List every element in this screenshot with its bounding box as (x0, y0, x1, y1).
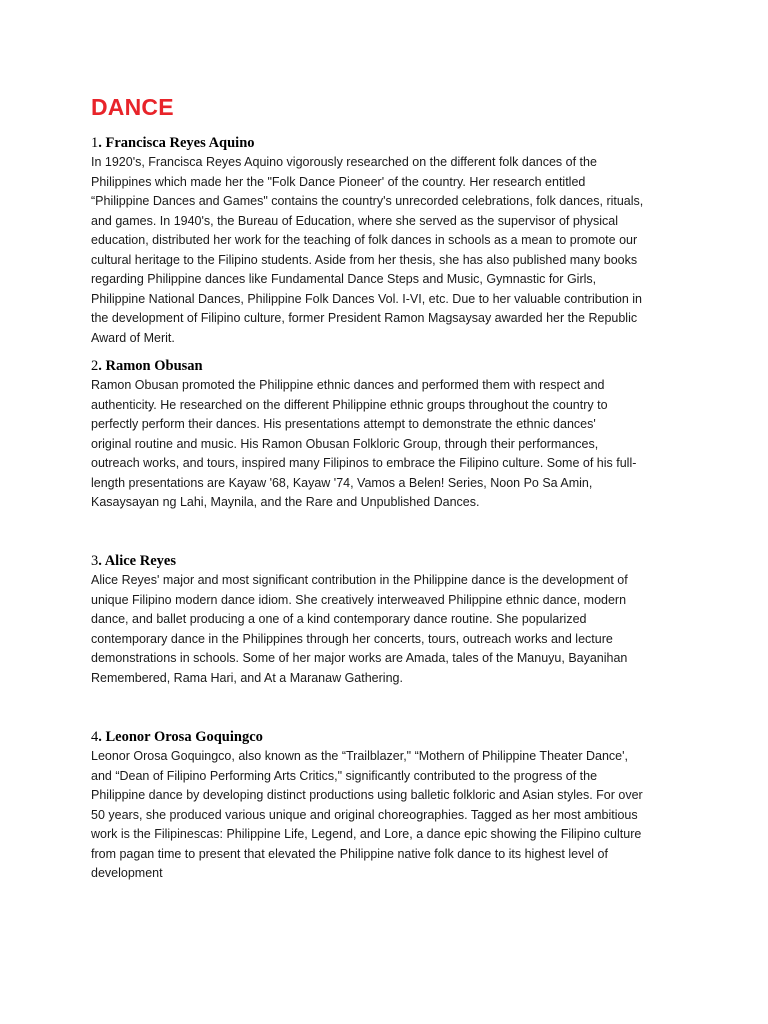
paragraph-line: regarding Philippine dances like Fundamental Dance Steps and Music, Gymnastic for Girls, (91, 272, 597, 286)
paragraph-line: development (91, 866, 163, 880)
paragraph-line: Remembered, Rama Hari, and At a Maranaw Gathering. (91, 670, 403, 685)
paragraph-line: and games. In 1940's, the Bureau of Education, where she served as the supervisor of physical (91, 213, 619, 228)
paragraph-line: Philippine National Dances, Philippine Folk Dances Vol. I-VI, etc. Due to her valuable contribution in (91, 291, 643, 306)
paragraph-line: from pagan time to present that elevated the Philippine native folk dance to its highest level of (91, 846, 608, 861)
section-name: Leonor Orosa Goquingco (105, 729, 263, 745)
paragraph-line: contemporary dance in the Philippines through her concerts, tours, outreach works and lecture (91, 631, 613, 646)
paragraph-line: the development of Filipino culture, former President Ramon Magsaysay awarded her the Republic (91, 311, 638, 325)
paragraph-line: Award of Merit. (91, 330, 175, 345)
paragraph-line: Leonor Orosa Goquingco, also known as the “Trailblazer," “Mothern of Philippine Theater Dance', (91, 749, 628, 763)
section-number: 2 (91, 358, 99, 374)
section-leonor-orosa-goquingco (91, 727, 661, 884)
paragraph-line: education, distributed her work for the teaching of folk dances in schools as a mean to promote our (91, 233, 638, 247)
paragraph-line: original routine and music. His Ramon Obusan Folkloric Group, through their performances, (91, 436, 599, 451)
paragraph-line: Ramon Obusan promoted the Philippine ethnic dances and performed them with respect and (91, 378, 605, 392)
paragraph-line: outreach works, and tours, inspired many Filipinos to embrace the Filipino culture. Some of his full- (91, 456, 637, 470)
section-name: Francisca Reyes Aquino (105, 135, 255, 151)
section-paragraph (91, 153, 661, 348)
section-ramon-obusan (91, 356, 661, 513)
section-name: Ramon Obusan (105, 358, 203, 374)
section-number: 1 (91, 135, 99, 151)
paragraph-line: authenticity. He researched on the different Philippine ethnic groups throughout the country to (91, 397, 608, 412)
section-heading: 1. Francisca Reyes Aquino (91, 135, 255, 151)
section-alice-reyes (91, 551, 661, 688)
paragraph-line: Philippines which made her the "Folk Dance Pioneer' of the country. Her research entitled (91, 174, 586, 189)
section-paragraph (91, 747, 661, 884)
paragraph-line: length presentations are Kayaw '68, Kayaw '74, Vamos a Belen! Series, Noon Po Sa Amin, (91, 475, 593, 490)
paragraph-line: “Philippine Dances and Games" contains the country's unrecorded celebrations, folk dances, rituals, (91, 194, 644, 208)
paragraph-line: unique Filipino modern dance idiom. She creatively interweaved Philippine ethnic dance, modern (91, 592, 627, 607)
paragraph-line: In 1920's, Francisca Reyes Aquino vigorously researched on the different folk dances of the (91, 155, 597, 169)
section-number: 4 (91, 729, 99, 745)
document-title: DANCE (91, 94, 174, 120)
section-heading: 3. Alice Reyes (91, 553, 176, 569)
paragraph-line: and “Dean of Filipino Performing Arts Critics," significantly contributed to the progress of the (91, 768, 598, 783)
paragraph-line: demonstrations in schools. Some of her major works are Amada, tales of the Manuyu, Bayanihan (91, 651, 628, 665)
section-number: 3 (91, 553, 99, 569)
paragraph-line: 50 years, she produced various unique and original choreographies. Tagged as her most ambitious (91, 807, 638, 822)
paragraph-line: Alice Reyes' major and most significant contribution in the Philippine dance is the development of (91, 573, 628, 587)
section-heading: 4. Leonor Orosa Goquingco (91, 729, 263, 745)
paragraph-line: dance, and ballet producing a one of a kind contemporary dance routine. She popularized (91, 612, 587, 626)
paragraph-line: cultural heritage to the Filipino students. Aside from her thesis, she has also published many books (91, 252, 638, 267)
section-name: Alice Reyes (104, 553, 176, 569)
section-paragraph (91, 376, 661, 513)
paragraph-line: Kasaysayan ng Lahi, Maynila, and the Rare and Unpublished Dances. (91, 495, 480, 509)
paragraph-line: work is the Filipinescas: Philippine Life, Legend, and Lore, a dance epic showing the Filipino culture (91, 827, 642, 841)
paragraph-line: Philippine dance by developing distinct productions using balletic folkloric and Asian styles. For over (91, 788, 643, 802)
section-paragraph (91, 571, 661, 688)
section-francisca-reyes-aquino (91, 133, 661, 348)
section-heading: 2. Ramon Obusan (91, 358, 203, 374)
paragraph-line: perfectly perform their dances. His presentations attempt to demonstrate the ethnic dances' (91, 417, 596, 431)
